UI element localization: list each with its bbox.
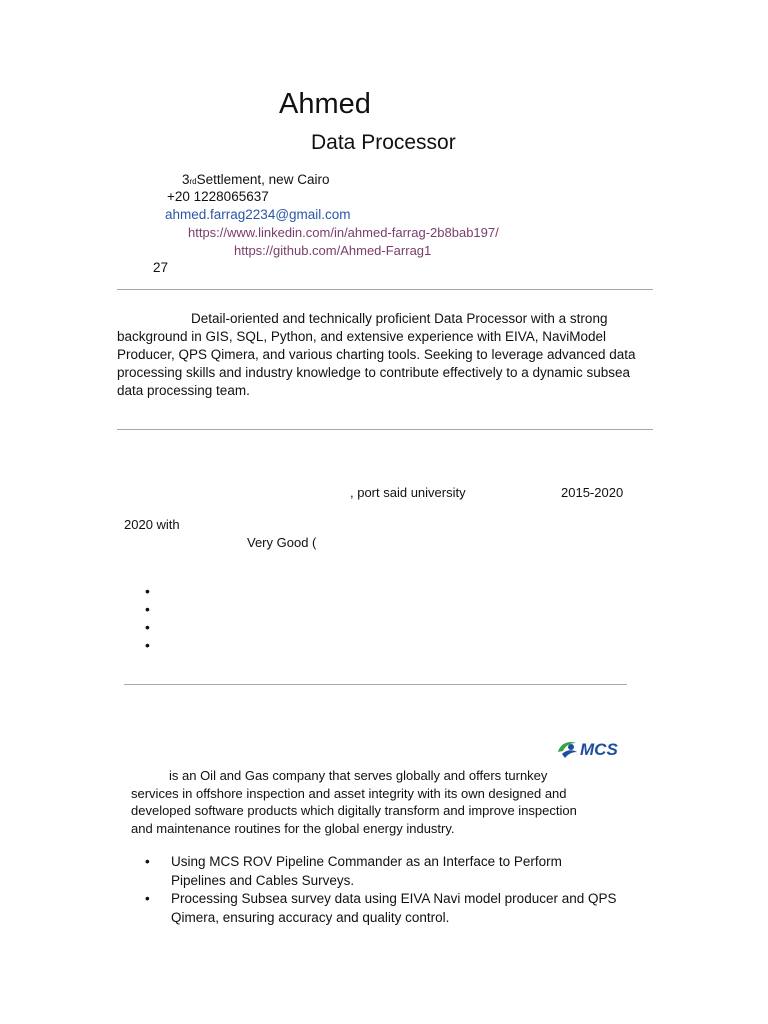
duty-line: Qimera, ensuring accuracy and quality control. bbox=[171, 909, 450, 925]
summary-line: Detail-oriented and technically proficient Data Processor with a strong bbox=[191, 311, 608, 326]
university-name: , port said university bbox=[350, 485, 466, 500]
description-line: services in offshore inspection and asset integrity with its own designed and bbox=[131, 785, 567, 801]
graduation-line: 2020 with bbox=[124, 517, 180, 532]
list-bullet: • bbox=[145, 601, 150, 617]
mcs-logo-icon bbox=[556, 734, 634, 762]
bullet-icon: • bbox=[145, 891, 150, 906]
duty-item bbox=[145, 890, 617, 927]
mcs-logo bbox=[556, 734, 634, 762]
summary-line: Producer, QPS Qimera, and various charting tools. Seeking to leverage advanced data bbox=[117, 347, 636, 362]
candidate-name: Ahmed bbox=[279, 88, 371, 120]
divider-top bbox=[117, 289, 653, 290]
description-line: developed software products which digitally transform and improve inspection bbox=[131, 803, 577, 818]
linkedin-link[interactable]: https://www.linkedin.com/in/ahmed-farrag-2b8bab197/ bbox=[188, 225, 499, 240]
address-number: 3 bbox=[182, 172, 190, 187]
duty-line: Pipelines and Cables Surveys. bbox=[171, 872, 355, 888]
graduation-grade: Very Good ( bbox=[247, 535, 317, 550]
bullet-icon: • bbox=[145, 854, 150, 869]
address-ordinal: rd bbox=[189, 177, 197, 186]
list-bullet: • bbox=[145, 583, 150, 599]
duty-line: Processing Subsea survey data using EIVA Navi model producer and QPS bbox=[171, 891, 617, 906]
logo-text: MCS bbox=[580, 740, 618, 759]
professional-summary bbox=[117, 310, 637, 400]
phone-number: +20 1228065637 bbox=[167, 189, 269, 204]
list-bullet: • bbox=[145, 637, 150, 653]
duties-list bbox=[145, 853, 617, 927]
summary-line: data processing team. bbox=[117, 383, 250, 398]
divider-middle bbox=[117, 429, 653, 430]
education-years: 2015-2020 bbox=[561, 485, 624, 500]
divider-bottom bbox=[124, 684, 627, 685]
description-line: is an Oil and Gas company that serves globally and offers turnkey bbox=[169, 768, 548, 783]
company-description bbox=[131, 767, 577, 837]
list-bullet: • bbox=[145, 619, 150, 635]
job-title: Data Processor bbox=[311, 131, 456, 154]
email-link[interactable]: ahmed.farrag2234@gmail.com bbox=[165, 207, 351, 222]
github-link[interactable]: https://github.com/Ahmed-Farrag1 bbox=[234, 243, 432, 258]
description-line: and maintenance routines for the global energy industry. bbox=[131, 820, 455, 836]
age: 27 bbox=[153, 260, 169, 275]
summary-line: background in GIS, SQL, Python, and extensive experience with EIVA, NaviModel bbox=[117, 329, 607, 344]
duty-line: Using MCS ROV Pipeline Commander as an Interface to Perform bbox=[171, 854, 562, 869]
address-text: Settlement, new Cairo bbox=[196, 172, 330, 187]
summary-line: processing skills and industry knowledge to contribute effectively to a dynamic subsea bbox=[117, 365, 631, 380]
duty-item bbox=[145, 853, 617, 890]
address bbox=[182, 172, 329, 187]
